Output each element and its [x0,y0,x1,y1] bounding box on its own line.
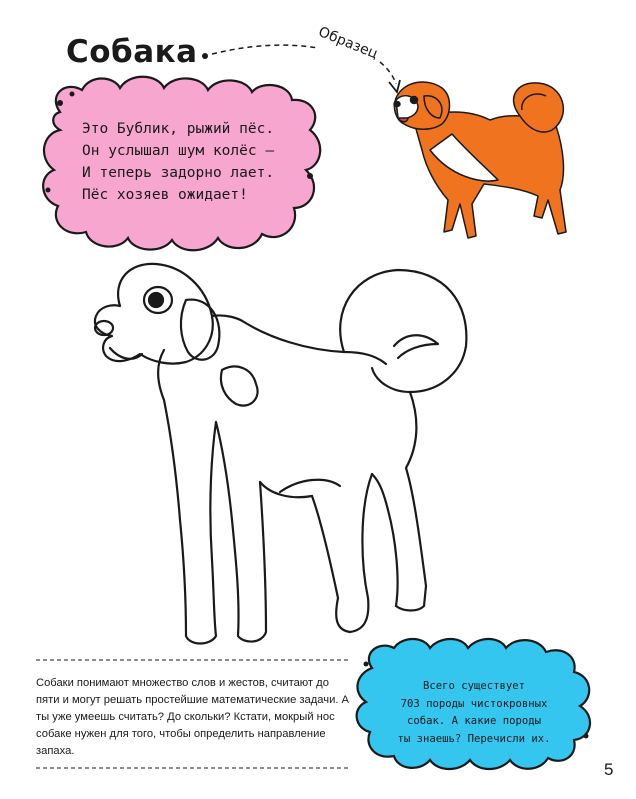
bubble-line: 703 породы чистокровных [400,697,548,710]
poem-line: Пёс хозяев ожидает! [82,187,248,203]
poem-line: Он услышал шум колёс – [82,143,275,159]
poem-line: Это Бублик, рыжий пёс. [82,121,275,137]
sample-label: Образец [316,24,381,63]
page-number: 5 [604,760,614,779]
bubble-line: ты знаешь? Перечисли их. [397,732,551,745]
page-title: Собака [66,34,198,70]
bubble-line: собак. А какие породы [407,715,541,727]
fact-paragraph: Собаки понимают множество слов и жестов, считают до пяти и могут решать простейшие математические задачи. А ты уже умеешь считать? До скольки? Кстати, мокрый нос собаке нужен для того, чтобы определить направление запаха. [36,677,350,757]
bubble-line: Всего существует [422,680,526,692]
breeds-bubble-text [374,678,574,748]
poem-line: И теперь задорно лает. [82,165,275,181]
